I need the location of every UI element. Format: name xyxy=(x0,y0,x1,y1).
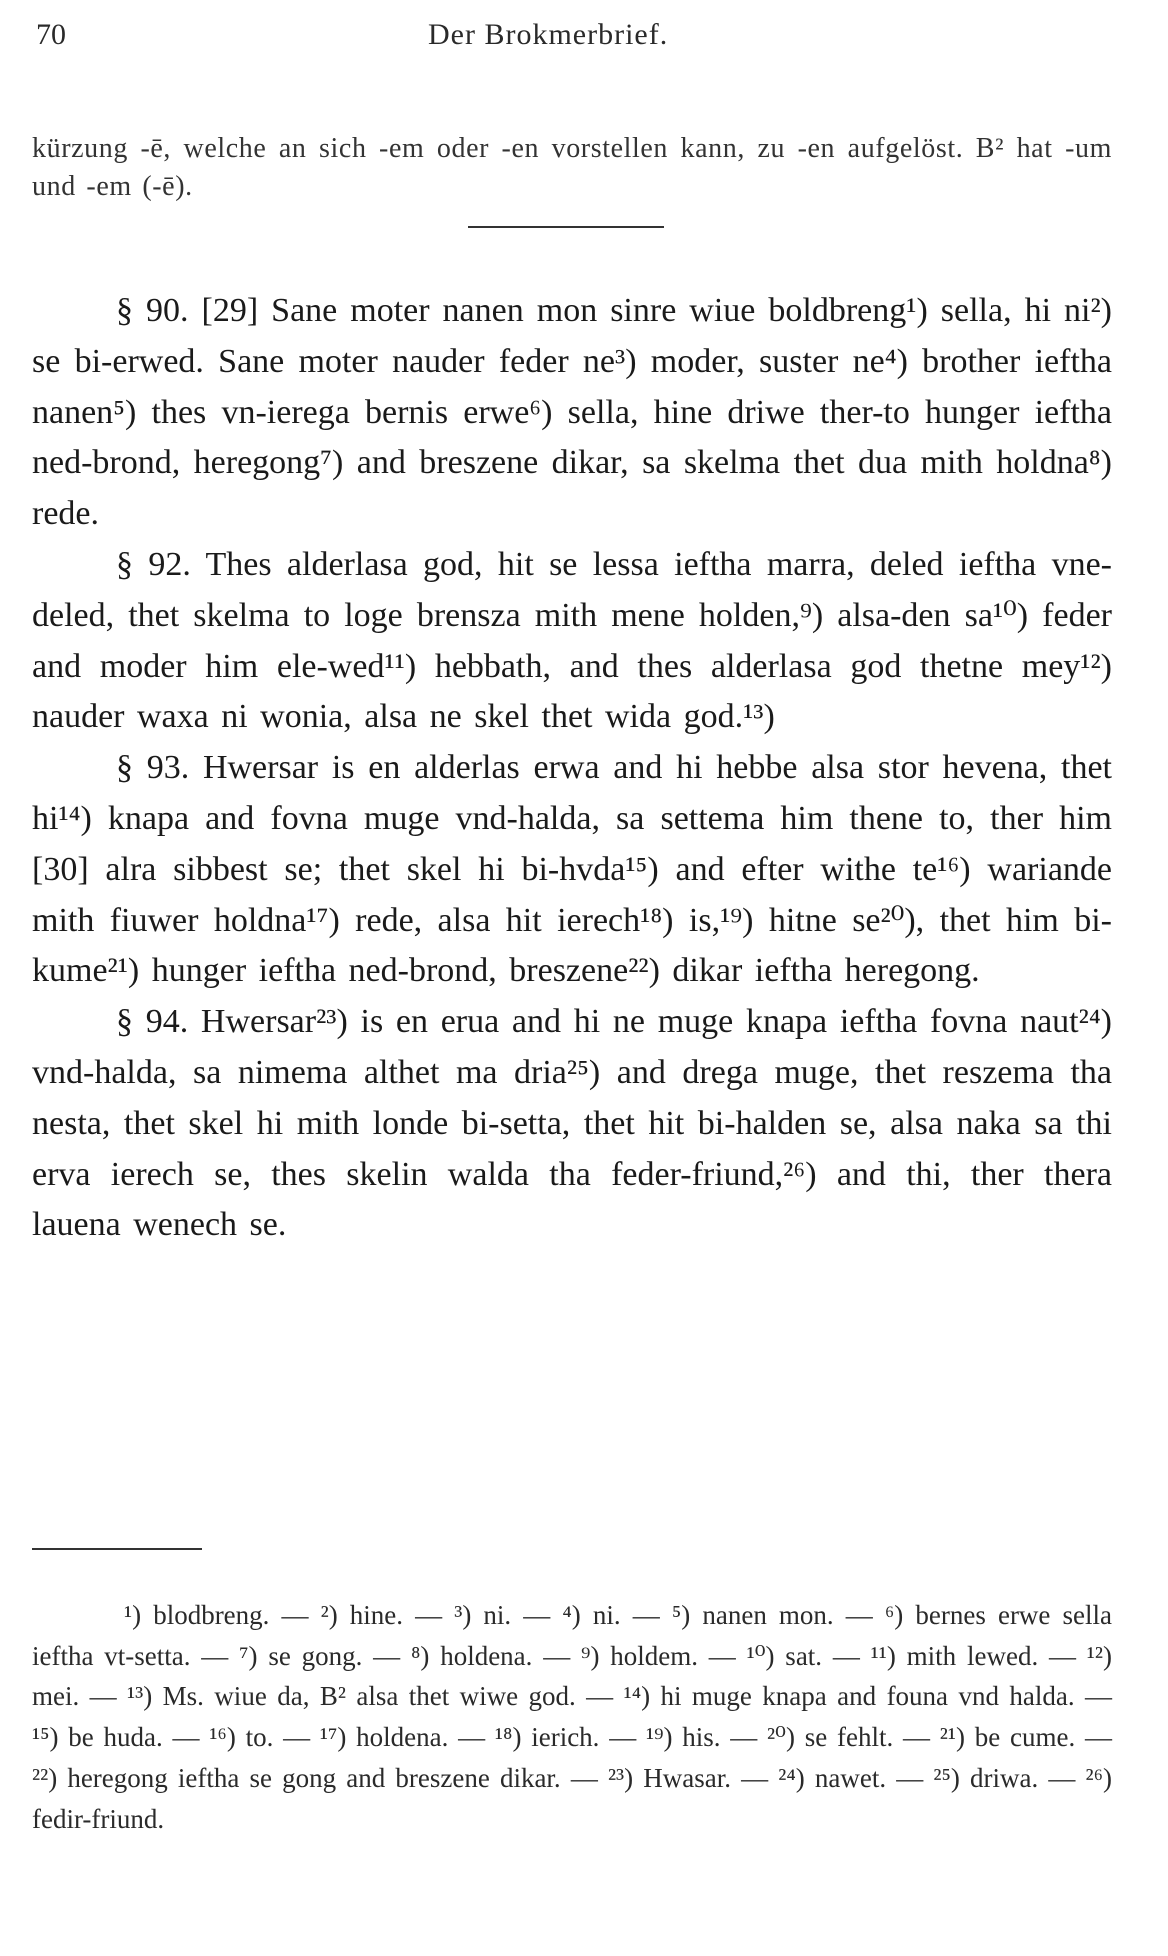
footnotes-block: ¹) blodbreng. — ²) hine. — ³) ni. — ⁴) ni. — ⁵) nanen mon. — ⁶) bernes erwe sella ieftha vt-setta. — ⁷) se gong. — ⁸) holdena. — ⁹) holdem. — ¹⁰) sat. — ¹¹) mith lewed. — ¹²) mei. — ¹³) Ms. wiue da, B² alsa thet wiwe god. — ¹⁴) hi muge knapa and founa vnd halda. — ¹⁵) be huda. — ¹⁶) to. — ¹⁷) holdena. — ¹⁸) ierich. — ¹⁹) his. — ²⁰) se fehlt. — ²¹) be cume. — ²²) heregong ieftha se gong and breszene dikar. — ²³) Hwasar. — ²⁴) nawet. — ²⁵) driwa. — ²⁶) fedir-friund. xyxy=(32,1600,1112,1834)
paragraph-section-90: § 90. [29] Sane moter nanen mon sinre wiue boldbreng¹) sella, hi ni²) se bi-erwed. Sane moter nauder feder ne³) moder, suster ne⁴) brother ieftha nanen⁵) thes vn-ierega bernis erwe⁶) sella, hine driwe ther-to hunger ieftha ned-brond, heregong⁷) and breszene dikar, sa skelma thet dua mith holdna⁸) rede. xyxy=(32,292,1112,533)
page-number: 70 xyxy=(36,18,66,51)
running-title: Der Brokmerbrief. xyxy=(428,18,669,51)
carry-over-footnote-text: kürzung -ē, welche an sich -em oder -en vorstellen kann, zu -en aufgelöst. B² hat -um und -em (-ē). xyxy=(32,133,1112,202)
main-text-body xyxy=(32,286,1112,1251)
paragraph-section-92: § 92. Thes alderlasa god, hit se lessa ieftha marra, deled ieftha vne-deled, thet skelma to loge brensza mith mene holden,⁹) alsa-den sa¹⁰) feder and moder him ele-wed¹¹) hebbath, and thes alderlasa god thetne mey¹²) nauder waxa ni wonia, alsa ne skel thet wida god.¹³) xyxy=(32,545,1112,736)
running-head xyxy=(36,14,1112,58)
section-divider-rule xyxy=(468,226,664,228)
paragraph-section-93: § 93. Hwersar is en alderlas erwa and hi hebbe alsa stor hevena, thet hi¹⁴) knapa and fovna muge vnd-halda, sa settema him thene to, ther him [30] alra sibbest se; thet skel hi bi-hvda¹⁵) and efter withe te¹⁶) wariande mith fiuwer holdna¹⁷) rede, alsa hit ierech¹⁸) is,¹⁹) hitne se²⁰), thet him bi-kume²¹) hunger ieftha ned-brond, breszene²²) dikar ieftha heregong. xyxy=(32,749,1112,990)
footnote-rule xyxy=(32,1548,202,1550)
paragraph-section-94: § 94. Hwersar²³) is en erua and hi ne muge knapa ieftha fovna naut²⁴) vnd-halda, sa nimema althet ma dria²⁵) and drega muge, thet reszema tha nesta, thet skel hi mith londe bi-setta, thet hit bi-halden se, alsa naka sa thi erva ierech se, thes skelin walda tha feder-friund,²⁶) and thi, ther thera lauena wenech se. xyxy=(32,1003,1112,1244)
